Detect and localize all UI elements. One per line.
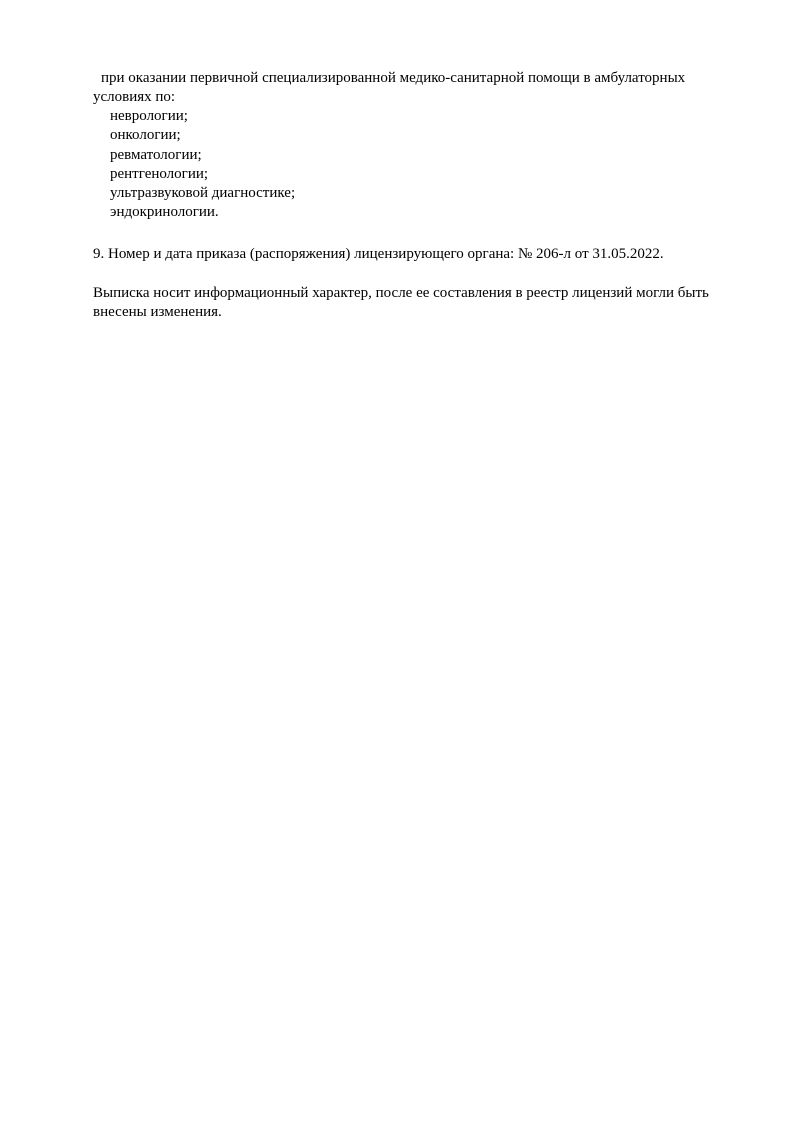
list-item: рентгенологии; xyxy=(110,165,209,182)
intro-text-line-2: условиях по: xyxy=(93,89,176,105)
specialties-list xyxy=(110,107,295,223)
list-item: ультразвуковой диагностике; xyxy=(110,185,296,202)
intro-text-line-1: при оказании первичной специализированной медико-санитарной помощи в амбулаторных xyxy=(101,70,686,86)
disclaimer-line-1: Выписка носит информационный характер, после ее составления в реестр лицензий могли быть xyxy=(93,285,709,301)
disclaimer-line-2: внесены изменения. xyxy=(93,304,222,320)
list-item: эндокринологии. xyxy=(110,204,219,221)
list-item: ревматологии; xyxy=(110,146,202,163)
disclaimer-paragraph xyxy=(93,284,763,322)
order-number-date: 9. Номер и дата приказа (распоряжения) лицензирующего органа: № 206-л от 31.05.2022. xyxy=(93,246,664,262)
list-item: онкологии; xyxy=(110,127,181,144)
list-item: неврологии; xyxy=(110,108,188,124)
